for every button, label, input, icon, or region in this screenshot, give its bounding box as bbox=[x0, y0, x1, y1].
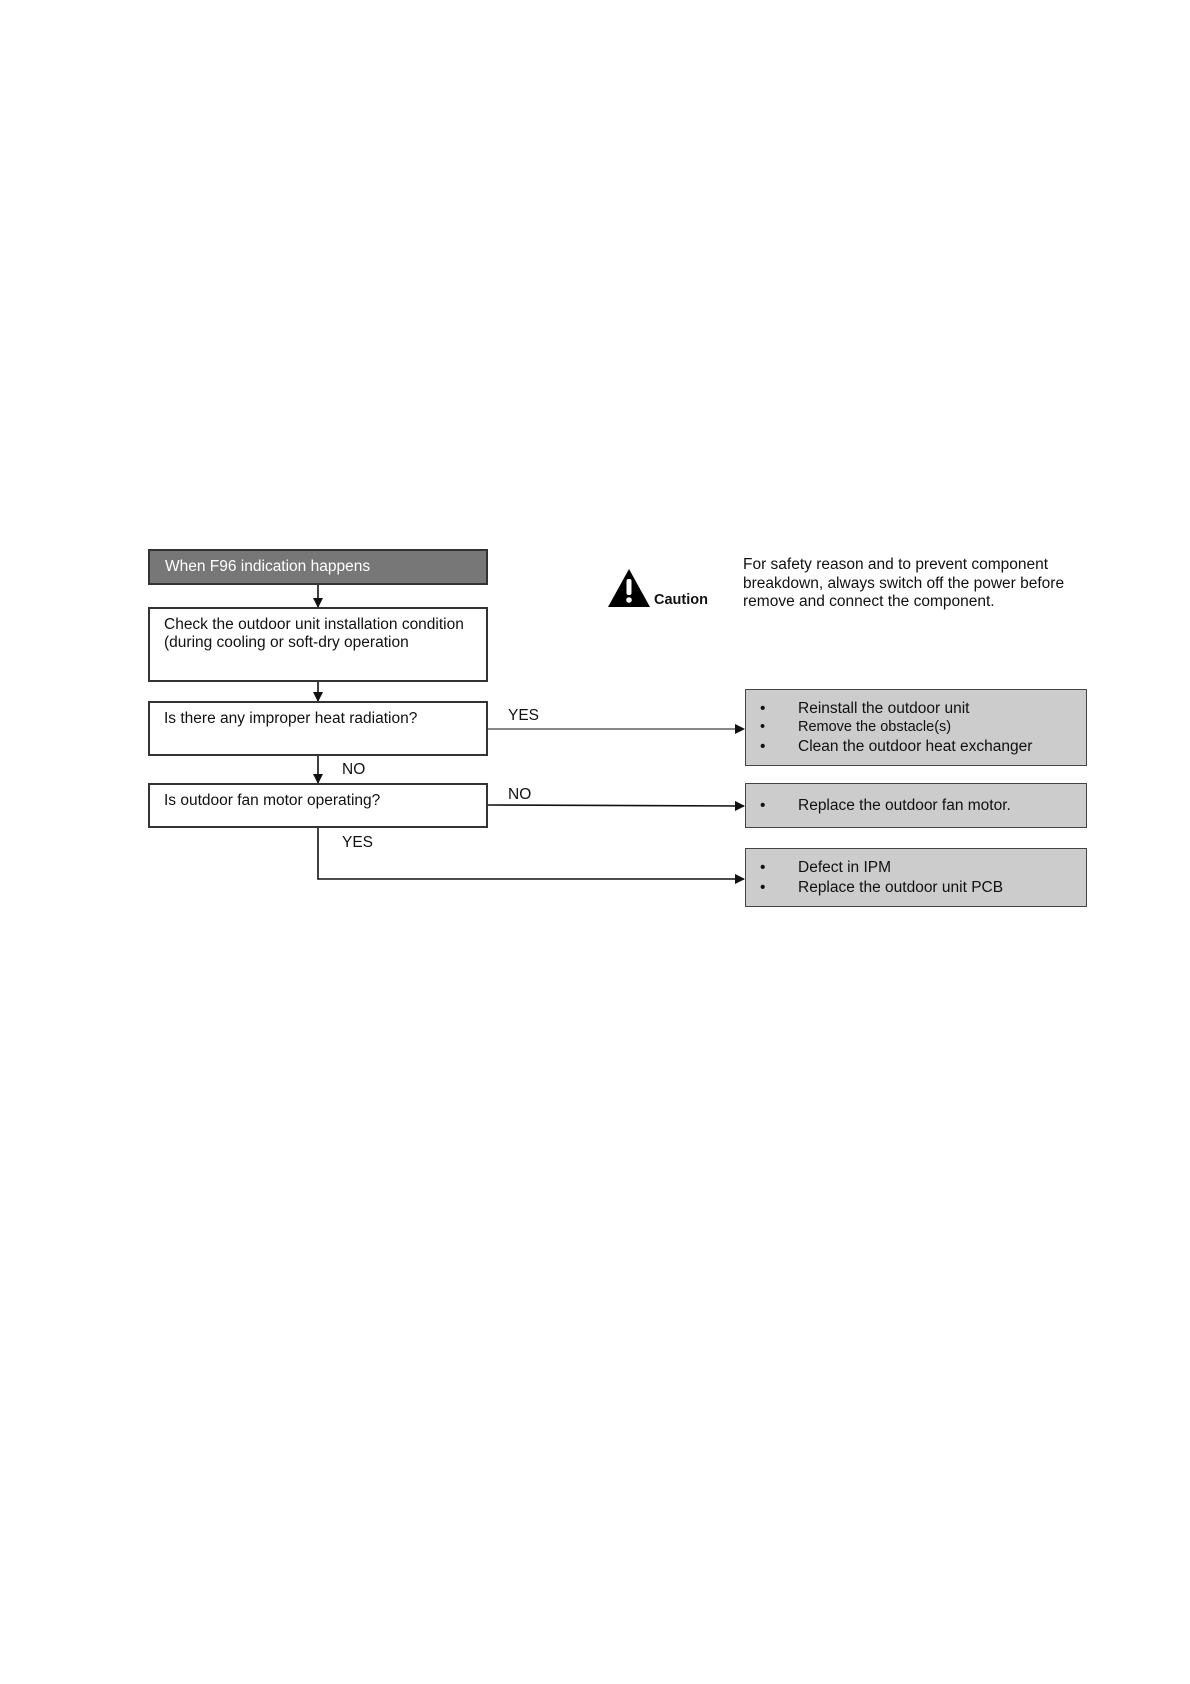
list-item: • Defect in IPM bbox=[746, 858, 1086, 878]
heat-radiation-question-box: Is there any improper heat radiation? bbox=[148, 701, 488, 756]
label-heat-yes: YES bbox=[508, 707, 540, 724]
connector-fan-yes bbox=[318, 827, 744, 879]
connector-fan-no bbox=[487, 805, 744, 806]
fan-motor-question-box: Is outdoor fan motor operating? bbox=[148, 783, 488, 828]
start-box: When F96 indication happens bbox=[148, 549, 488, 585]
label-fan-yes: YES bbox=[342, 834, 374, 851]
caution-label: Caution bbox=[654, 592, 708, 608]
label-fan-no: NO bbox=[508, 786, 532, 803]
list-item: • Clean the outdoor heat exchanger bbox=[746, 737, 1086, 756]
caution-text: For safety reason and to prevent component breakdown, always switch off the power before remove and connect the component. bbox=[743, 556, 1065, 610]
result-fan-motor-box bbox=[745, 783, 1087, 828]
list-item: • Replace the outdoor unit PCB bbox=[746, 878, 1086, 898]
label-heat-no: NO bbox=[342, 761, 366, 778]
list-item: • Remove the obstacle(s) bbox=[746, 718, 1086, 737]
warning-triangle-icon bbox=[607, 568, 651, 608]
list-item: • Reinstall the outdoor unit bbox=[746, 699, 1086, 718]
result-heat-radiation-box bbox=[745, 689, 1087, 766]
result-ipm-box bbox=[745, 848, 1087, 907]
list-item: • Replace the outdoor fan motor. bbox=[746, 796, 1086, 815]
check-installation-box: Check the outdoor unit installation condition (during cooling or soft-dry operation bbox=[148, 607, 488, 682]
